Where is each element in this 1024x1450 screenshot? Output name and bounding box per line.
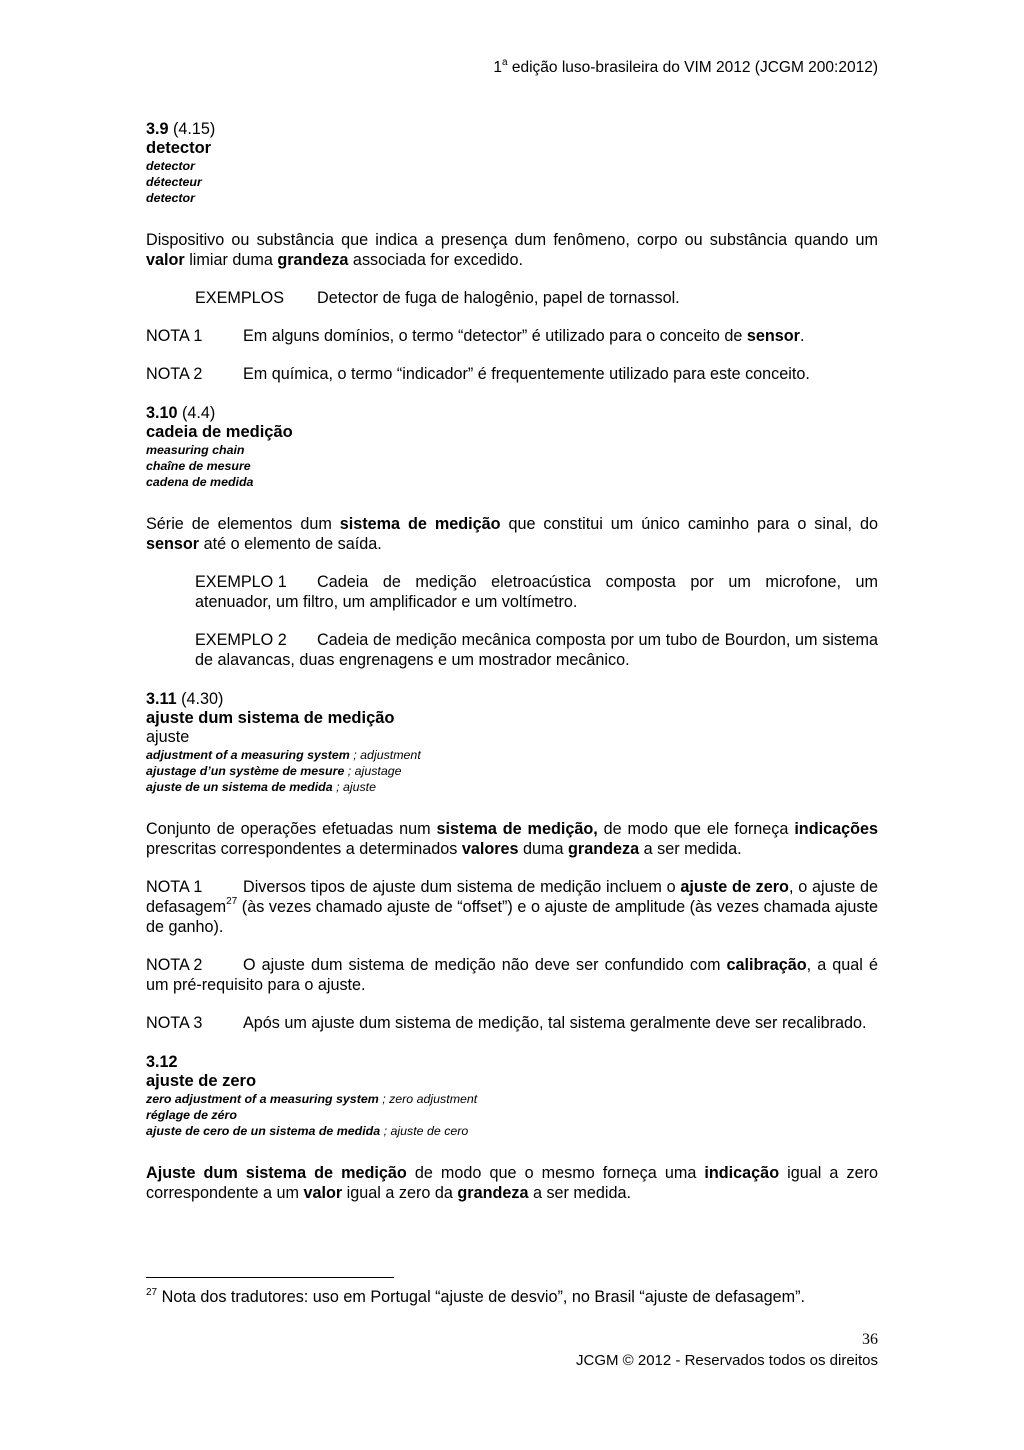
entry-3-12-equivalents <box>146 1091 878 1139</box>
note-text: Após um ajuste dum sistema de medição, tal sistema geralmente deve ser recalibrado. <box>243 1014 867 1032</box>
entry-3-11-definition <box>146 819 878 859</box>
note-text: Em química, o termo “indicador” é frequentemente utilizado para este conceito. <box>243 365 810 383</box>
entry-3-11-equivalents <box>146 747 878 795</box>
note-label: NOTA 1 <box>146 878 203 896</box>
example-text: Cadeia de medição eletroacústica composta por um microfone, um atenuador, um filtro, um amplificador e um voltímetro. <box>195 573 878 611</box>
term-spanish-alt: ; ajuste <box>332 780 377 794</box>
definition-text: limiar duma <box>184 251 278 269</box>
definition-text: igual a zero correspondente a um <box>146 1164 878 1202</box>
entry-term: ajuste dum sistema de medição <box>146 709 395 727</box>
definition-term-link: grandeza <box>457 1184 529 1202</box>
definition-term-link: valor <box>303 1184 343 1202</box>
header-title: edição luso-brasileira do VIM 2012 (JCGM 200:2012) <box>507 59 878 76</box>
term-french: chaîne de mesure <box>146 459 251 473</box>
note-label: NOTA 2 <box>146 365 203 383</box>
definition-text: Conjunto de operações efetuadas num <box>146 820 437 838</box>
entry-term: detector <box>146 139 212 157</box>
term-french <box>146 763 878 779</box>
entry-3-9-note-2 <box>146 364 878 384</box>
definition-term-link: sistema de medição <box>339 515 501 533</box>
term-english-alt: ; adjustment <box>349 748 421 762</box>
entry-3-9-examples <box>195 288 878 308</box>
note-text: , o ajuste de defasagem <box>146 878 878 916</box>
definition-term-link: indicações <box>794 820 878 838</box>
definition-text: associada for excedido. <box>348 251 524 269</box>
note-label: NOTA 1 <box>146 327 203 345</box>
term-english-main: zero adjustment of a measuring system <box>146 1092 379 1106</box>
note-text: Em alguns domínios, o termo “detector” é utilizado para o conceito de <box>243 327 747 345</box>
entry-number: 3.10 <box>146 404 178 422</box>
entry-3-10-definition <box>146 514 878 554</box>
term-english <box>146 747 878 763</box>
note-term-link: ajuste de zero <box>680 878 789 896</box>
term-english: measuring chain <box>146 443 245 457</box>
definition-text: Série de elementos dum <box>146 515 340 533</box>
footnote-number: 27 <box>146 1287 158 1298</box>
note-text: , a qual é um pré-requisito para o ajuste. <box>146 956 878 994</box>
term-spanish: cadena de medida <box>146 475 254 489</box>
definition-text: duma <box>518 840 569 858</box>
entry-term: cadeia de medição <box>146 423 293 441</box>
term-french-alt: ; ajustage <box>344 764 402 778</box>
note-term-link: sensor <box>746 327 800 345</box>
term-english: detector <box>146 159 195 173</box>
term-spanish <box>146 1123 878 1139</box>
footnote-divider <box>146 1277 394 1278</box>
definition-text: Dispositivo ou substância que indica a presença dum fenômeno, corpo ou substância quando um <box>146 231 878 249</box>
entry-3-10-equivalents <box>146 442 878 490</box>
term-english <box>146 1091 878 1107</box>
entry-3-11-note-2 <box>146 955 878 995</box>
note-text: O ajuste dum sistema de medição não deve ser confundido com <box>243 956 727 974</box>
entry-3-9-note-1 <box>146 326 878 346</box>
note-label: NOTA 2 <box>146 956 203 974</box>
term-french: détecteur <box>146 175 202 189</box>
page-header <box>146 58 878 78</box>
entry-term: ajuste de zero <box>146 1072 257 1090</box>
definition-term-link: sensor <box>146 535 200 553</box>
entry-3-12-definition <box>146 1163 878 1203</box>
entry-3-10-heading <box>146 404 878 442</box>
term-english-alt: ; zero adjustment <box>378 1092 478 1106</box>
entry-3-10-example-1 <box>195 572 878 612</box>
example-label: EXEMPLO 2 <box>195 631 287 649</box>
term-french-main: ajustage d’un système de mesure <box>146 764 345 778</box>
entry-3-10-example-2 <box>195 630 878 670</box>
entry-number: 3.9 <box>146 120 169 138</box>
document-body <box>146 120 878 1203</box>
entry-reference: (4.15) <box>168 120 216 138</box>
note-text: Diversos tipos de ajuste dum sistema de medição incluem o <box>243 878 681 896</box>
example-text: Cadeia de medição mecânica composta por um tubo de Bourdon, um sistema de alavancas, duas engrenagens e um mostrador mecânico. <box>195 631 878 669</box>
definition-text: de modo que ele forneça <box>597 820 795 838</box>
entry-reference: (4.4) <box>177 404 216 422</box>
example-text: Detector de fuga de halogênio, papel de tornassol. <box>317 289 680 307</box>
example-label: EXEMPLO 1 <box>195 573 287 591</box>
definition-text: igual a zero da <box>342 1184 458 1202</box>
entry-3-12-heading <box>146 1053 878 1091</box>
note-text: . <box>799 327 805 345</box>
entry-number: 3.12 <box>146 1053 178 1071</box>
definition-text: a ser medida. <box>639 840 742 858</box>
footnote-text: Nota dos tradutores: uso em Portugal “ajuste de desvio”, no Brasil “ajuste de defasagem”. <box>157 1288 805 1306</box>
term-spanish-main: ajuste de un sistema de medida <box>146 780 333 794</box>
entry-3-9-heading <box>146 120 878 158</box>
entry-3-11-note-3 <box>146 1013 878 1033</box>
definition-term-link: grandeza <box>277 251 349 269</box>
entry-3-11-heading <box>146 690 878 747</box>
entry-admitted-term: ajuste <box>146 728 190 746</box>
entry-3-9-equivalents <box>146 158 878 206</box>
note-text: (às vezes chamado ajuste de “offset”) e o ajuste de amplitude (às vezes chamada ajuste de ganho). <box>146 898 878 936</box>
definition-text: de modo que o mesmo forneça uma <box>406 1164 705 1182</box>
footnote <box>146 1287 878 1307</box>
term-french-main: réglage de zéro <box>146 1108 237 1122</box>
definition-text: que constitui um único caminho para o sinal, do <box>500 515 879 533</box>
definition-term-link: sistema de medição, <box>436 820 598 838</box>
definition-term-link: grandeza <box>568 840 640 858</box>
entry-reference: (4.30) <box>176 690 224 708</box>
term-spanish-alt: ; ajuste de cero <box>380 1124 469 1138</box>
definition-term-link: valores <box>461 840 519 858</box>
definition-text: até o elemento de saída. <box>199 535 382 553</box>
definition-term-link: valor <box>146 251 185 269</box>
note-label: NOTA 3 <box>146 1014 203 1032</box>
term-spanish <box>146 779 878 795</box>
entry-3-9-definition <box>146 230 878 270</box>
entry-3-11-note-1 <box>146 877 878 937</box>
page-number: 36 <box>862 1331 878 1348</box>
term-spanish-main: ajuste de cero de un sistema de medida <box>146 1124 381 1138</box>
footnote-reference[interactable]: 27 <box>226 896 238 907</box>
term-french <box>146 1107 878 1123</box>
definition-term-link: Ajuste dum sistema de medição <box>146 1164 407 1182</box>
term-spanish: detector <box>146 191 195 205</box>
page-footer: JCGM © 2012 - Reservados todos os direitos <box>575 1352 878 1369</box>
term-english-main: adjustment of a measuring system <box>146 748 350 762</box>
note-term-link: calibração <box>726 956 807 974</box>
header-superscript: a <box>501 57 508 68</box>
example-label: EXEMPLOS <box>195 289 285 307</box>
definition-text: prescritas correspondentes a determinados <box>146 840 462 858</box>
definition-term-link: indicação <box>704 1164 780 1182</box>
definition-text: a ser medida. <box>528 1184 632 1202</box>
header-edition-number: 1 <box>493 59 502 76</box>
entry-number: 3.11 <box>146 690 177 708</box>
